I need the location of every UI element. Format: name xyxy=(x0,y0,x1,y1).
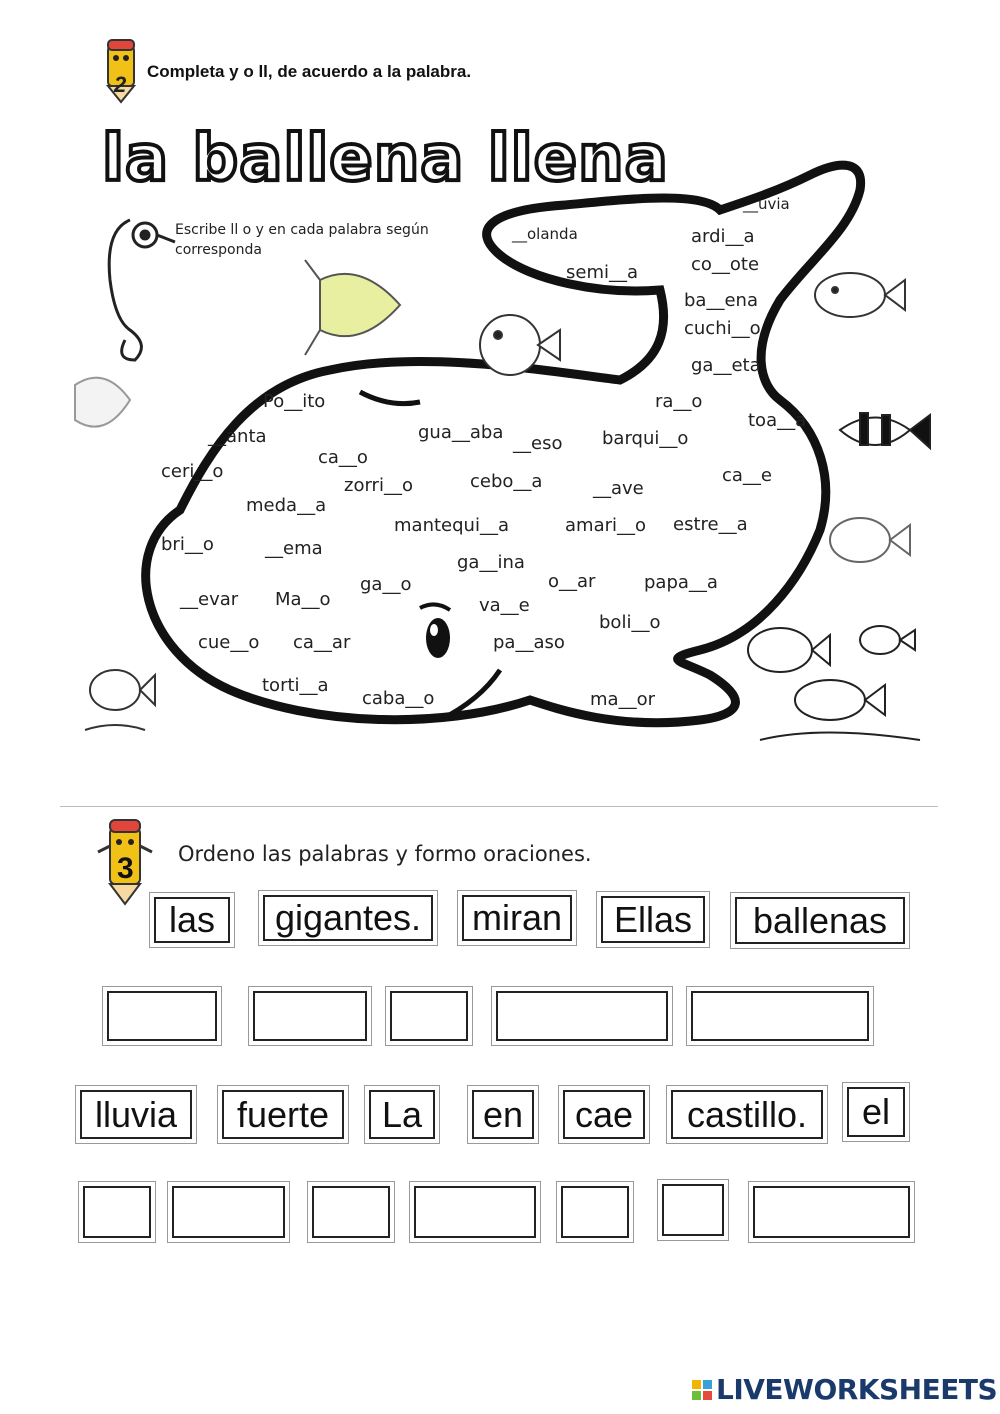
answer-slot[interactable] xyxy=(312,1186,390,1238)
fill-word[interactable]: mantequi__a xyxy=(394,515,509,536)
ocean-illustration xyxy=(60,130,940,770)
answer-slot[interactable] xyxy=(172,1186,285,1238)
answer-slot[interactable] xyxy=(83,1186,151,1238)
fill-word[interactable]: ca__ar xyxy=(293,632,351,653)
fill-word[interactable]: barqui__o xyxy=(602,428,689,449)
word-tile[interactable]: lluvia xyxy=(80,1090,192,1139)
word-tile[interactable]: cae xyxy=(563,1090,645,1139)
fill-word[interactable]: torti__a xyxy=(262,675,329,696)
word-tile[interactable]: en xyxy=(472,1090,534,1139)
fill-word[interactable]: __anta xyxy=(208,426,267,447)
exercise-number: 2 xyxy=(114,72,127,97)
answer-slot[interactable] xyxy=(691,991,869,1041)
fill-word[interactable]: meda__a xyxy=(246,495,327,516)
fill-word[interactable]: __uvia xyxy=(743,195,790,213)
answer-slot[interactable] xyxy=(107,991,217,1041)
fish-icon xyxy=(815,273,905,317)
seahorse-icon xyxy=(109,220,175,360)
fill-word[interactable]: zorri__o xyxy=(344,475,413,496)
section-divider xyxy=(60,806,938,807)
fill-word[interactable]: ga__eta xyxy=(691,355,761,376)
fill-word[interactable]: o__ar xyxy=(548,571,596,592)
fill-word[interactable]: ca__e xyxy=(722,465,773,486)
word-tile[interactable]: miran xyxy=(462,895,572,941)
word-tile[interactable]: castillo. xyxy=(671,1090,823,1139)
sub-instruction: Escribe ll o y en cada palabra según corresponda xyxy=(175,222,429,258)
fill-word[interactable]: toa__a xyxy=(748,410,807,431)
answer-slot[interactable] xyxy=(253,991,367,1041)
word-tile[interactable]: gigantes. xyxy=(263,895,433,941)
exercise-3-instruction: Ordeno las palabras y formo oraciones. xyxy=(178,842,592,866)
fill-word[interactable]: boli__o xyxy=(599,612,661,633)
logo-icon xyxy=(692,1380,712,1400)
fish-icon xyxy=(75,378,130,427)
fish-icon xyxy=(830,518,910,562)
fill-word[interactable]: semi__a xyxy=(566,262,639,283)
fill-word[interactable]: ardi__a xyxy=(691,226,755,247)
fish-icon xyxy=(305,260,400,355)
word-tile[interactable]: las xyxy=(154,897,230,943)
fill-word[interactable]: cuchi__o xyxy=(684,318,761,339)
fill-word[interactable]: ga__o xyxy=(360,574,412,595)
answer-slot[interactable] xyxy=(662,1184,724,1236)
fill-word[interactable]: cue__o xyxy=(198,632,260,653)
liveworksheets-logo[interactable] xyxy=(692,1373,997,1406)
pufferfish-icon xyxy=(480,315,560,375)
word-tile[interactable]: Ellas xyxy=(601,896,705,943)
fill-word[interactable]: bri__o xyxy=(161,534,214,555)
fill-word[interactable]: caba__o xyxy=(362,688,435,709)
exercise-2-instruction: Completa y o ll, de acuerdo a la palabra. xyxy=(147,62,472,81)
answer-slot[interactable] xyxy=(561,1186,629,1238)
fill-word[interactable]: __evar xyxy=(180,589,239,610)
fill-word[interactable]: cebo__a xyxy=(470,471,543,492)
fill-word[interactable]: ca__o xyxy=(318,447,368,468)
fill-word[interactable]: va__e xyxy=(479,595,530,616)
fill-word[interactable]: gua__aba xyxy=(418,422,504,443)
fill-word[interactable]: ga__ina xyxy=(457,552,525,573)
fill-word[interactable]: ceri__o xyxy=(161,461,224,482)
exercise-number: 3 xyxy=(117,852,134,885)
fill-word[interactable]: __olanda xyxy=(512,225,578,243)
fill-word[interactable]: Po__ito xyxy=(263,391,326,412)
fill-word[interactable]: __eso xyxy=(513,433,563,454)
answer-slot[interactable] xyxy=(496,991,668,1041)
answer-slot[interactable] xyxy=(390,991,468,1041)
word-tile[interactable]: fuerte xyxy=(222,1090,344,1139)
fill-word[interactable]: __ave xyxy=(593,478,644,499)
fill-word[interactable]: co__ote xyxy=(691,254,760,275)
word-tile[interactable]: ballenas xyxy=(735,897,905,944)
fill-word[interactable]: ma__or xyxy=(590,689,655,710)
fill-word[interactable]: __ema xyxy=(265,538,323,559)
fill-word[interactable]: papa__a xyxy=(644,572,718,593)
logo-text: LIVEWORKSHEETS xyxy=(716,1373,998,1406)
worksheet-title: la ballena llena xyxy=(102,122,669,196)
fill-word[interactable]: ra__o xyxy=(655,391,703,412)
answer-slot[interactable] xyxy=(753,1186,910,1238)
fish-icon xyxy=(85,670,155,730)
word-tile[interactable]: el xyxy=(847,1087,905,1137)
fish-group-icon xyxy=(748,626,920,740)
fill-word[interactable]: estre__a xyxy=(673,514,748,535)
fill-word[interactable]: ba__ena xyxy=(684,290,758,311)
striped-fish-icon xyxy=(840,413,930,448)
fill-word[interactable]: amari__o xyxy=(565,515,647,536)
word-tile[interactable]: La xyxy=(369,1090,435,1139)
fill-word[interactable]: Ma__o xyxy=(275,589,331,610)
fill-word[interactable]: pa__aso xyxy=(493,632,565,653)
answer-slot[interactable] xyxy=(414,1186,536,1238)
